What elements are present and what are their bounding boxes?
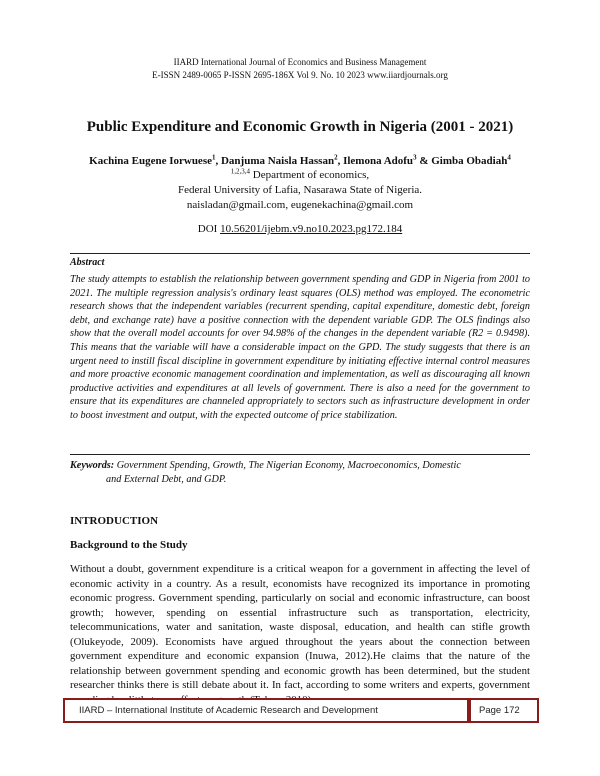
section-heading-introduction: INTRODUCTION bbox=[70, 515, 159, 527]
author-sup: 2 bbox=[334, 153, 338, 162]
abstract-heading: Abstract bbox=[70, 257, 105, 268]
author-name: Kachina Eugene Iorwuese bbox=[89, 155, 212, 167]
author-emails: naisladan@gmail.com, eugenekachina@gmail.com bbox=[186, 199, 414, 211]
subsection-heading-background: Background to the Study bbox=[70, 539, 188, 551]
affiliation-department bbox=[0, 168, 600, 183]
abstract-bottom-rule bbox=[70, 454, 530, 455]
author-sup: 4 bbox=[507, 153, 511, 162]
affiliation bbox=[0, 168, 600, 213]
author-sep: , bbox=[215, 155, 221, 167]
author-name: Ilemona Adofu bbox=[343, 155, 414, 167]
keywords bbox=[70, 459, 530, 486]
author-sup: 1 bbox=[211, 153, 216, 162]
issn-line: E-ISSN 2489-0065 P-ISSN 2695-186X Vol 9. No. 10 2023 www.iiardjournals.org bbox=[152, 70, 448, 80]
author-sep: , bbox=[337, 155, 344, 167]
author-sup: 3 bbox=[413, 153, 417, 162]
footer-institution: IIARD – International Institute of Academic Research and Development bbox=[65, 700, 467, 721]
doi-line bbox=[0, 223, 600, 235]
keywords-line1: Government Spending, Growth, The Nigerian Economy, Macroeconomics, Domestic bbox=[114, 460, 461, 471]
page-footer bbox=[63, 698, 539, 723]
doi-label: DOI bbox=[197, 223, 221, 235]
footer-page-number: Page 172 bbox=[471, 700, 537, 721]
affiliation-university: Federal University of Lafia, Nasarawa State of Nigeria. bbox=[177, 184, 423, 196]
affiliation-sup: 1,2,3,4 bbox=[230, 167, 251, 176]
author-name: Gimba Obadiah bbox=[431, 155, 508, 167]
department-text: Department of economics, bbox=[250, 169, 370, 181]
author-list bbox=[0, 155, 600, 167]
doi-link[interactable]: 10.56201/ijebm.v9.no10.2023.pg172.184 bbox=[220, 223, 403, 235]
body-paragraph: Without a doubt, government expenditure is a critical weapon for a government in affecting the level of economic activity in a country. As a result, economists have recognized its importance in promoting economic progress. Government spending, particularly on social and economic infrastructure, can boost growth; however, spending on essential infrastructure such as transportation, electricity, telecommunications, water and sanitation, waste disposal, education, and health can stifle growth (Olukeyode, 2009). Economists have argued throughout the years about the connection between government expenditure and economic expansion (Inuwa, 2012).He claims that the nature of the relationship between government spending and economic growth has been determined, but the student researcher thinks there is still debate about it. In fact, according to some writers and experts, government bbox=[70, 563, 530, 691]
paper-title: Public Expenditure and Economic Growth in Nigeria (2001 - 2021) bbox=[86, 119, 514, 135]
author-name: Danjuma Naisla Hassan bbox=[220, 155, 335, 167]
author-sep: & bbox=[416, 155, 432, 167]
abstract-top-rule bbox=[70, 253, 530, 254]
journal-name: IIARD International Journal of Economics and Business Management bbox=[173, 57, 427, 67]
abstract-text: The study attempts to establish the relationship between government spending and GDP in Nigeria from 2001 to 2021. The multiple regression analysis's ordinary least squares (OLS) method was employed. The econometric research shows that the independent variables (recurrent spending, capital expenditure, domestic debt, foreign debt, and exchange rate) have a positive connection with the dependent variable GDP. The OLS findings also show that the overall model accounts for over 94.98% of the changes in the dependent variable (R2 = 0.9498). This means that the variable will have a considerable impact on the GPD. The study suggests that there is an urgent need to instill fiscal discipline in government expenditure by initiating effective internal control measures and more proactive economic management coordination and implementation, as well as discouraging all known productive activities and expenditures at all levels of government. There is also a need for the government to ensure that its expenditures are channeled appropriately to sectors such as infrastructure development in order to boost investment and output, with the expected outcome of price stabilization. bbox=[70, 274, 530, 421]
keywords-label: Keywords: bbox=[70, 460, 115, 471]
keywords-line2: and External Debt, and GDP. bbox=[106, 473, 227, 485]
